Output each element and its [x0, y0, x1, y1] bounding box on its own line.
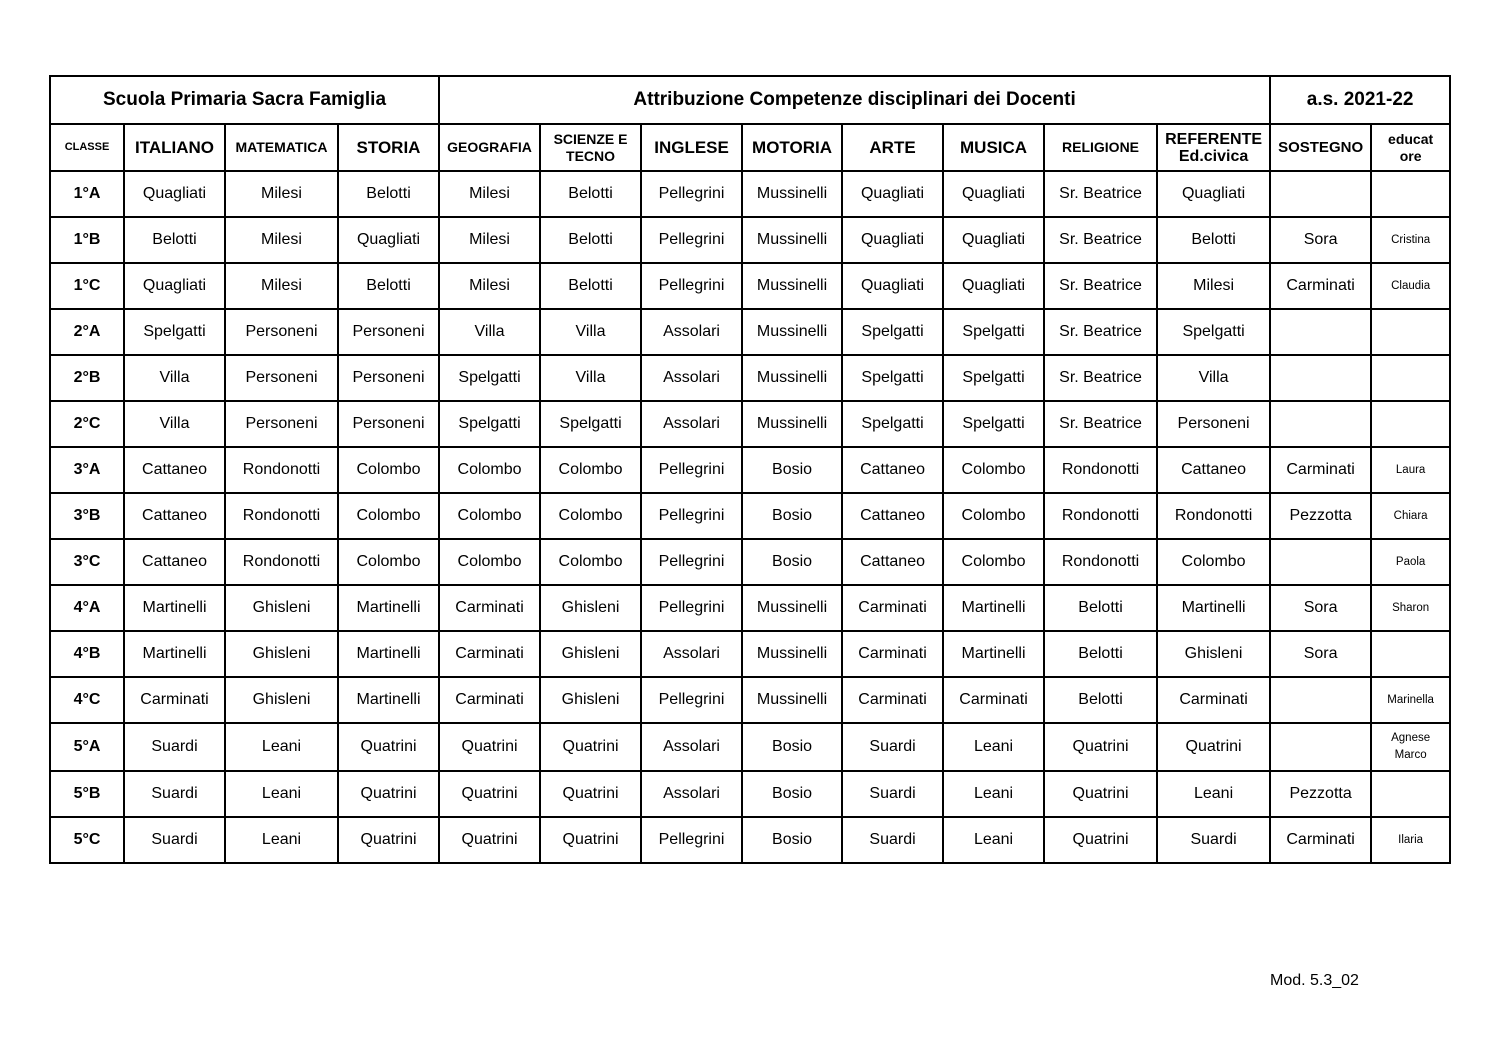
col-header-arte: ARTE — [842, 124, 943, 171]
cell-sostegno: Pezzotta — [1270, 493, 1371, 539]
class-cell: 4°B — [50, 631, 124, 677]
cell-musica: Colombo — [943, 493, 1044, 539]
cell-referente: Colombo — [1157, 539, 1270, 585]
cell-referente: Quatrini — [1157, 723, 1270, 771]
cell-inglese: Assolari — [641, 355, 742, 401]
cell-referente: Suardi — [1157, 817, 1270, 863]
educatore-line2: Marco — [1394, 749, 1427, 761]
cell-inglese: Assolari — [641, 401, 742, 447]
cell-scienze: Ghisleni — [540, 585, 641, 631]
class-cell: 5°C — [50, 817, 124, 863]
educatore-line1: Chiara — [1393, 509, 1428, 522]
col-header-educatore-line2: ore — [1399, 147, 1422, 164]
table-row — [50, 447, 1450, 493]
cell-matematica: Rondonotti — [225, 539, 338, 585]
cell-italiano: Quagliati — [124, 263, 225, 309]
title-row — [50, 76, 1450, 124]
cell-italiano: Cattaneo — [124, 493, 225, 539]
cell-religione: Sr. Beatrice — [1044, 401, 1157, 447]
cell-educatore — [1371, 493, 1450, 539]
cell-musica: Colombo — [943, 447, 1044, 493]
form-code: Mod. 5.3_02 — [1270, 972, 1359, 989]
cell-religione: Belotti — [1044, 677, 1157, 723]
col-header-inglese: INGLESE — [641, 124, 742, 171]
cell-inglese: Pellegrini — [641, 677, 742, 723]
col-header-musica: MUSICA — [943, 124, 1044, 171]
cell-religione: Quatrini — [1044, 771, 1157, 817]
cell-musica: Spelgatti — [943, 401, 1044, 447]
table-row — [50, 171, 1450, 217]
cell-italiano: Cattaneo — [124, 539, 225, 585]
cell-geografia: Colombo — [439, 493, 540, 539]
table-row — [50, 217, 1450, 263]
cell-religione: Belotti — [1044, 585, 1157, 631]
cell-scienze: Quatrini — [540, 817, 641, 863]
cell-italiano: Quagliati — [124, 171, 225, 217]
cell-religione: Quatrini — [1044, 817, 1157, 863]
cell-motoria: Mussinelli — [742, 631, 842, 677]
cell-italiano: Cattaneo — [124, 447, 225, 493]
cell-italiano: Martinelli — [124, 631, 225, 677]
cell-matematica: Milesi — [225, 171, 338, 217]
cell-storia: Quagliati — [338, 217, 439, 263]
cell-religione: Belotti — [1044, 631, 1157, 677]
col-header-scienze-line2: TECNO — [566, 147, 616, 164]
table-row — [50, 631, 1450, 677]
cell-referente: Spelgatti — [1157, 309, 1270, 355]
class-cell: 3°C — [50, 539, 124, 585]
cell-inglese: Pellegrini — [641, 493, 742, 539]
cell-motoria: Bosio — [742, 771, 842, 817]
cell-matematica: Ghisleni — [225, 631, 338, 677]
cell-geografia: Carminati — [439, 585, 540, 631]
class-cell: 3°B — [50, 493, 124, 539]
cell-educatore — [1371, 355, 1450, 401]
cell-educatore — [1371, 217, 1450, 263]
cell-educatore — [1371, 539, 1450, 585]
cell-referente: Cattaneo — [1157, 447, 1270, 493]
cell-musica: Spelgatti — [943, 309, 1044, 355]
cell-educatore — [1371, 771, 1450, 817]
cell-educatore — [1371, 585, 1450, 631]
cell-matematica: Milesi — [225, 263, 338, 309]
cell-geografia: Quatrini — [439, 817, 540, 863]
cell-musica: Leani — [943, 723, 1044, 771]
cell-educatore — [1371, 309, 1450, 355]
col-header-referente-line2: Ed.civica — [1178, 147, 1249, 165]
cell-motoria: Mussinelli — [742, 401, 842, 447]
cell-storia: Quatrini — [338, 817, 439, 863]
cell-matematica: Leani — [225, 771, 338, 817]
class-cell: 2°A — [50, 309, 124, 355]
cell-geografia: Villa — [439, 309, 540, 355]
table-row — [50, 817, 1450, 863]
cell-italiano: Spelgatti — [124, 309, 225, 355]
cell-motoria: Mussinelli — [742, 585, 842, 631]
document-title: Attribuzione Competenze disciplinari dei Docenti — [439, 76, 1270, 124]
educatore-line1: Marinella — [1387, 693, 1434, 706]
educatore-line1: Agnese — [1391, 732, 1431, 744]
cell-matematica: Ghisleni — [225, 585, 338, 631]
cell-storia: Personeni — [338, 355, 439, 401]
class-cell: 1°A — [50, 171, 124, 217]
teacher-assignment-table — [49, 75, 1451, 864]
cell-arte: Spelgatti — [842, 401, 943, 447]
cell-matematica: Leani — [225, 817, 338, 863]
cell-scienze: Villa — [540, 355, 641, 401]
cell-geografia: Carminati — [439, 631, 540, 677]
class-cell: 4°C — [50, 677, 124, 723]
cell-italiano: Martinelli — [124, 585, 225, 631]
cell-arte: Quagliati — [842, 217, 943, 263]
cell-inglese: Pellegrini — [641, 539, 742, 585]
cell-motoria: Mussinelli — [742, 309, 842, 355]
cell-geografia: Carminati — [439, 677, 540, 723]
table-row — [50, 771, 1450, 817]
class-cell: 2°B — [50, 355, 124, 401]
class-cell: 1°C — [50, 263, 124, 309]
cell-storia: Martinelli — [338, 585, 439, 631]
cell-storia: Martinelli — [338, 631, 439, 677]
cell-geografia: Colombo — [439, 447, 540, 493]
cell-scienze: Villa — [540, 309, 641, 355]
table-row — [50, 401, 1450, 447]
cell-italiano: Suardi — [124, 723, 225, 771]
cell-musica: Martinelli — [943, 585, 1044, 631]
cell-arte: Cattaneo — [842, 447, 943, 493]
cell-storia: Personeni — [338, 309, 439, 355]
cell-sostegno — [1270, 539, 1371, 585]
cell-storia: Quatrini — [338, 771, 439, 817]
cell-scienze: Belotti — [540, 217, 641, 263]
cell-inglese: Pellegrini — [641, 171, 742, 217]
cell-arte: Suardi — [842, 817, 943, 863]
cell-referente: Villa — [1157, 355, 1270, 401]
table-row — [50, 723, 1450, 771]
cell-arte: Quagliati — [842, 263, 943, 309]
cell-motoria: Bosio — [742, 723, 842, 771]
cell-sostegno: Carminati — [1270, 447, 1371, 493]
col-header-geografia: GEOGRAFIA — [439, 124, 540, 171]
cell-sostegno: Sora — [1270, 217, 1371, 263]
col-header-italiano: ITALIANO — [124, 124, 225, 171]
cell-musica: Leani — [943, 771, 1044, 817]
cell-matematica: Rondonotti — [225, 493, 338, 539]
cell-educatore — [1371, 817, 1450, 863]
cell-musica: Quagliati — [943, 263, 1044, 309]
table-row — [50, 585, 1450, 631]
school-year: a.s. 2021-22 — [1270, 76, 1450, 124]
cell-storia: Belotti — [338, 171, 439, 217]
class-cell: 4°A — [50, 585, 124, 631]
cell-italiano: Villa — [124, 401, 225, 447]
cell-educatore — [1371, 447, 1450, 493]
col-header-referente — [1157, 124, 1270, 171]
cell-arte: Carminati — [842, 585, 943, 631]
cell-musica: Martinelli — [943, 631, 1044, 677]
cell-matematica: Leani — [225, 723, 338, 771]
cell-arte: Cattaneo — [842, 493, 943, 539]
cell-motoria: Mussinelli — [742, 355, 842, 401]
cell-motoria: Mussinelli — [742, 263, 842, 309]
cell-religione: Sr. Beatrice — [1044, 355, 1157, 401]
cell-scienze: Spelgatti — [540, 401, 641, 447]
cell-scienze: Quatrini — [540, 723, 641, 771]
cell-matematica: Rondonotti — [225, 447, 338, 493]
cell-geografia: Milesi — [439, 217, 540, 263]
class-cell: 5°A — [50, 723, 124, 771]
col-header-scienze-line1: SCIENZE E — [553, 130, 628, 147]
cell-sostegno: Pezzotta — [1270, 771, 1371, 817]
cell-arte: Cattaneo — [842, 539, 943, 585]
cell-inglese: Assolari — [641, 631, 742, 677]
cell-educatore — [1371, 723, 1450, 771]
cell-inglese: Pellegrini — [641, 263, 742, 309]
cell-inglese: Pellegrini — [641, 585, 742, 631]
cell-musica: Colombo — [943, 539, 1044, 585]
cell-storia: Martinelli — [338, 677, 439, 723]
cell-educatore — [1371, 401, 1450, 447]
class-cell: 3°A — [50, 447, 124, 493]
cell-geografia: Spelgatti — [439, 401, 540, 447]
cell-geografia: Spelgatti — [439, 355, 540, 401]
cell-religione: Rondonotti — [1044, 493, 1157, 539]
cell-educatore — [1371, 263, 1450, 309]
cell-sostegno — [1270, 171, 1371, 217]
cell-matematica: Ghisleni — [225, 677, 338, 723]
cell-referente: Martinelli — [1157, 585, 1270, 631]
cell-sostegno — [1270, 401, 1371, 447]
cell-educatore — [1371, 677, 1450, 723]
cell-scienze: Colombo — [540, 493, 641, 539]
cell-sostegno — [1270, 723, 1371, 771]
cell-matematica: Personeni — [225, 401, 338, 447]
cell-inglese: Pellegrini — [641, 817, 742, 863]
cell-inglese: Assolari — [641, 309, 742, 355]
cell-motoria: Mussinelli — [742, 171, 842, 217]
cell-geografia: Quatrini — [439, 723, 540, 771]
col-header-educatore-line1: educat — [1388, 130, 1434, 147]
table-row — [50, 355, 1450, 401]
cell-storia: Belotti — [338, 263, 439, 309]
cell-referente: Quagliati — [1157, 171, 1270, 217]
cell-geografia: Milesi — [439, 171, 540, 217]
cell-storia: Personeni — [338, 401, 439, 447]
cell-religione: Sr. Beatrice — [1044, 263, 1157, 309]
cell-scienze: Ghisleni — [540, 631, 641, 677]
cell-arte: Carminati — [842, 677, 943, 723]
cell-scienze: Ghisleni — [540, 677, 641, 723]
cell-sostegno: Sora — [1270, 631, 1371, 677]
cell-musica: Quagliati — [943, 171, 1044, 217]
table-row — [50, 263, 1450, 309]
cell-educatore — [1371, 631, 1450, 677]
table-row — [50, 493, 1450, 539]
cell-inglese: Pellegrini — [641, 447, 742, 493]
cell-referente: Rondonotti — [1157, 493, 1270, 539]
cell-inglese: Assolari — [641, 771, 742, 817]
cell-referente: Ghisleni — [1157, 631, 1270, 677]
cell-musica: Carminati — [943, 677, 1044, 723]
cell-religione: Rondonotti — [1044, 447, 1157, 493]
cell-arte: Carminati — [842, 631, 943, 677]
cell-matematica: Personeni — [225, 355, 338, 401]
col-header-sostegno: SOSTEGNO — [1270, 124, 1371, 171]
col-header-classe: CLASSE — [50, 124, 124, 171]
col-header-storia: STORIA — [338, 124, 439, 171]
cell-italiano: Carminati — [124, 677, 225, 723]
cell-referente: Personeni — [1157, 401, 1270, 447]
educatore-line1: Claudia — [1391, 279, 1431, 292]
cell-italiano: Belotti — [124, 217, 225, 263]
cell-inglese: Pellegrini — [641, 217, 742, 263]
educatore-line1: Ilaria — [1398, 833, 1424, 846]
cell-geografia: Colombo — [439, 539, 540, 585]
class-cell: 5°B — [50, 771, 124, 817]
cell-arte: Spelgatti — [842, 355, 943, 401]
cell-matematica: Milesi — [225, 217, 338, 263]
col-header-religione: RELIGIONE — [1044, 124, 1157, 171]
cell-referente: Milesi — [1157, 263, 1270, 309]
educatore-line1: Cristina — [1391, 233, 1431, 246]
cell-scienze: Colombo — [540, 539, 641, 585]
cell-arte: Quagliati — [842, 171, 943, 217]
class-cell: 1°B — [50, 217, 124, 263]
cell-motoria: Bosio — [742, 539, 842, 585]
cell-motoria: Bosio — [742, 493, 842, 539]
class-cell: 2°C — [50, 401, 124, 447]
cell-musica: Spelgatti — [943, 355, 1044, 401]
cell-referente: Belotti — [1157, 217, 1270, 263]
cell-italiano: Villa — [124, 355, 225, 401]
cell-scienze: Quatrini — [540, 771, 641, 817]
cell-religione: Quatrini — [1044, 723, 1157, 771]
cell-sostegno — [1270, 677, 1371, 723]
cell-scienze: Belotti — [540, 263, 641, 309]
table-row — [50, 539, 1450, 585]
col-header-scienze — [540, 124, 641, 171]
cell-sostegno — [1270, 355, 1371, 401]
col-header-educatore — [1371, 124, 1450, 171]
cell-referente: Carminati — [1157, 677, 1270, 723]
educatore-line1: Paola — [1395, 555, 1426, 568]
cell-geografia: Quatrini — [439, 771, 540, 817]
cell-geografia: Milesi — [439, 263, 540, 309]
cell-motoria: Mussinelli — [742, 217, 842, 263]
educatore-line1: Laura — [1395, 463, 1426, 476]
cell-arte: Suardi — [842, 723, 943, 771]
cell-matematica: Personeni — [225, 309, 338, 355]
cell-storia: Colombo — [338, 493, 439, 539]
table-row — [50, 677, 1450, 723]
educatore-line1: Sharon — [1392, 601, 1430, 614]
cell-arte: Suardi — [842, 771, 943, 817]
cell-sostegno: Carminati — [1270, 263, 1371, 309]
cell-musica: Leani — [943, 817, 1044, 863]
cell-scienze: Belotti — [540, 171, 641, 217]
col-header-motoria: MOTORIA — [742, 124, 842, 171]
cell-religione: Rondonotti — [1044, 539, 1157, 585]
cell-musica: Quagliati — [943, 217, 1044, 263]
cell-storia: Quatrini — [338, 723, 439, 771]
school-name: Scuola Primaria Sacra Famiglia — [50, 76, 439, 124]
cell-religione: Sr. Beatrice — [1044, 217, 1157, 263]
cell-italiano: Suardi — [124, 817, 225, 863]
cell-scienze: Colombo — [540, 447, 641, 493]
cell-religione: Sr. Beatrice — [1044, 171, 1157, 217]
cell-sostegno — [1270, 309, 1371, 355]
table-row — [50, 309, 1450, 355]
cell-sostegno: Carminati — [1270, 817, 1371, 863]
cell-referente: Leani — [1157, 771, 1270, 817]
cell-storia: Colombo — [338, 539, 439, 585]
cell-motoria: Bosio — [742, 817, 842, 863]
cell-italiano: Suardi — [124, 771, 225, 817]
col-header-referente-line1: REFERENTE — [1165, 130, 1263, 148]
cell-storia: Colombo — [338, 447, 439, 493]
cell-educatore — [1371, 171, 1450, 217]
cell-arte: Spelgatti — [842, 309, 943, 355]
cell-motoria: Mussinelli — [742, 677, 842, 723]
cell-sostegno: Sora — [1270, 585, 1371, 631]
cell-religione: Sr. Beatrice — [1044, 309, 1157, 355]
cell-motoria: Bosio — [742, 447, 842, 493]
cell-inglese: Assolari — [641, 723, 742, 771]
col-header-matematica: MATEMATICA — [225, 124, 338, 171]
column-header-row — [50, 124, 1450, 171]
